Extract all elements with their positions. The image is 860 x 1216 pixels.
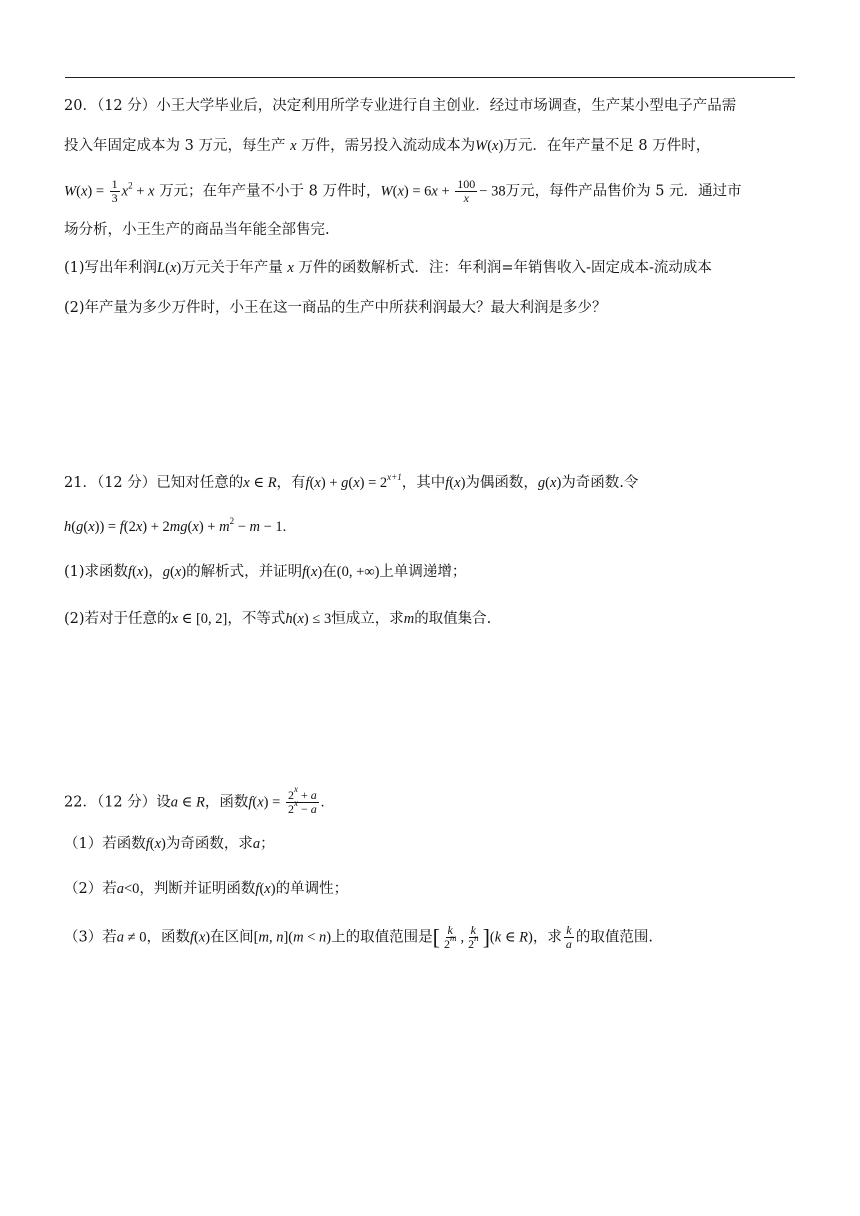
q21-line-2: $h(g(x)) = f(2x) + 2mg(x) + m^2 - m - 1$. <box>64 516 287 535</box>
header-rule <box>65 77 795 78</box>
q20-part-1: (1)写出年利润L(x)万元关于年产量 x 万件的函数解析式．注：年利润=年销售收入-固定成本-流动成本 <box>64 260 712 276</box>
q22-part-1: （1）若函数f(x)为奇函数，求a； <box>64 836 275 852</box>
q21-part-1: (1)求函数f(x)，g(x)的解析式，并证明f(x)在(0, +∞)上单调递增； <box>64 564 467 580</box>
q20-line-3: W(x) = $\frac{1}{3}$ $x^2 + x$ 万元；在年产量不小于 8 万件时，W(x) = 6x + $\frac{100}{x}$ − 38万元，每件产品售价为 5 元．通过市 <box>64 177 742 205</box>
q21-part-2: (2)若对于任意的x ∈ [0, 2]，不等式h(x) ≤ 3恒成立，求m的取值集合. <box>64 611 492 627</box>
q22-part-3: （3）若a ≠ 0，函数f(x)在区间[m, n](m < n)上的取值范围是[ $\frac{k}{2^m}$ , $\frac{k}{2^n}$ ](k ∈ R)，求 $\frac{k}{a}$ 的取值范围. <box>64 923 653 951</box>
q22-part-2: （2）若a<0，判断并证明函数f(x)的单调性； <box>64 881 349 897</box>
q20-line-2: 投入年固定成本为 3 万元，每生产 x 万件，需另投入流动成本为W(x)万元．在年产量不足 8 万件时， <box>64 138 711 154</box>
q21-line-1: 21．（12 分）已知对任意的x ∈ R，有$f(x) + g(x) = 2^{x+1}$，其中f(x)为偶函数，g(x)为奇函数.令 <box>64 472 639 491</box>
q20-line-1: 20．（12 分）小王大学毕业后，决定利用所学专业进行自主创业．经过市场调查，生产某小型电子产品需 <box>64 98 737 114</box>
q20-part-2: (2)年产量为多少万件时，小王在这一商品的生产中所获利润最大？最大利润是多少？ <box>64 300 607 316</box>
q22-line-1: 22．（12 分）设a ∈ R，函数f(x) = $\frac{2^x + a}{2^x - a}$ . <box>64 784 325 816</box>
q20-line-4: 场分析，小王生产的商品当年能全部售完. <box>64 222 330 238</box>
